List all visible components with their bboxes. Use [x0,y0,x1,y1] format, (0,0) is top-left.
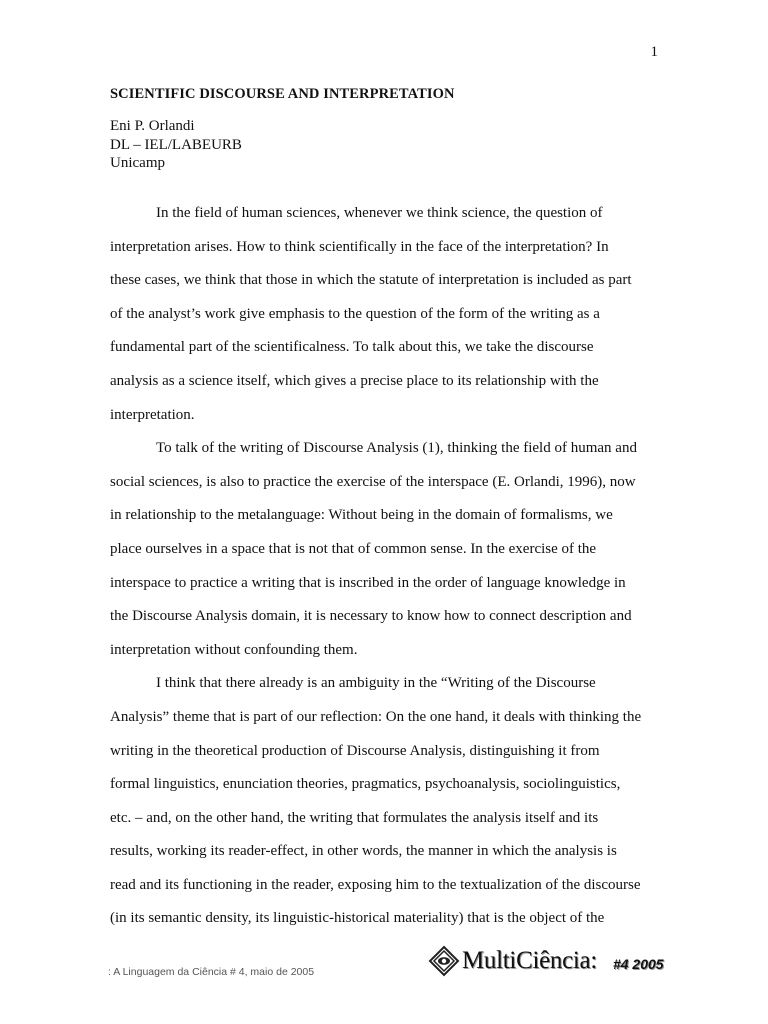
body-line: (in its semantic density, its linguistic-historical materiality) that is the object of the [110,910,605,927]
author-affiliation: DL – IEL/LABEURB [110,136,242,153]
body-line: the Discourse Analysis domain, it is necessary to know how to connect description and [110,608,632,625]
body-line: place ourselves in a space that is not that of common sense. In the exercise of the [110,540,597,557]
body-text [110,197,670,936]
body-line: I think that there already is an ambiguity in the “Writing of the Discourse [156,675,596,692]
logo-issue: #4 2005 [612,956,664,972]
body-line: in relationship to the metalanguage: Without being in the domain of formalisms, we [110,507,613,524]
body-line: interpretation. [110,406,195,423]
body-line: read and its functioning in the reader, exposing him to the textualization of the discourse [110,876,641,893]
journal-footer: : A Linguagem da Ciência # 4, maio de 2005 [108,966,315,978]
body-line: interspace to practice a writing that is inscribed in the order of language knowledge in [110,574,626,591]
body-line: these cases, we think that those in which the statute of interpretation is included as part [110,272,632,289]
logo-text: MultiCiência: [462,947,597,974]
body-line: of the analyst’s work give emphasis to the question of the form of the writing as a [110,305,600,322]
multiciencia-logo [428,943,664,979]
body-line: etc. – and, on the other hand, the writing that formulates the analysis itself and its [110,809,599,826]
article-title: SCIENTIFIC DISCOURSE AND INTERPRETATION [110,86,455,102]
author-institution: Unicamp [110,155,165,171]
body-line: results, working its reader-effect, in other words, the manner in which the analysis is [110,843,617,860]
body-line: fundamental part of the scientificalness. To talk about this, we take the discourse [110,339,594,356]
body-line: interpretation without confounding them. [110,641,358,658]
page-number: 1 [650,44,658,60]
body-line: social sciences, is also to practice the exercise of the interspace (E. Orlandi, 1996), now [110,473,636,490]
author-name: Eni P. Orlandi [110,118,195,134]
body-line: To talk of the writing of Discourse Analysis (1), thinking the field of human and [156,440,637,457]
body-line: analysis as a science itself, which gives a precise place to its relationship with the [110,372,599,389]
body-line: formal linguistics, enunciation theories, pragmatics, psychoanalysis, sociolinguistics, [110,776,621,793]
author-block [110,117,242,173]
body-line: Analysis” theme that is part of our reflection: On the one hand, it deals with thinking the [110,708,642,725]
body-line: interpretation arises. How to think scientifically in the face of the interpretation? In [110,238,609,255]
body-line: writing in the theoretical production of Discourse Analysis, distinguishing it from [110,742,600,759]
multiciencia-logo-icon [428,945,460,977]
body-line: In the field of human sciences, whenever we think science, the question of [156,205,603,221]
